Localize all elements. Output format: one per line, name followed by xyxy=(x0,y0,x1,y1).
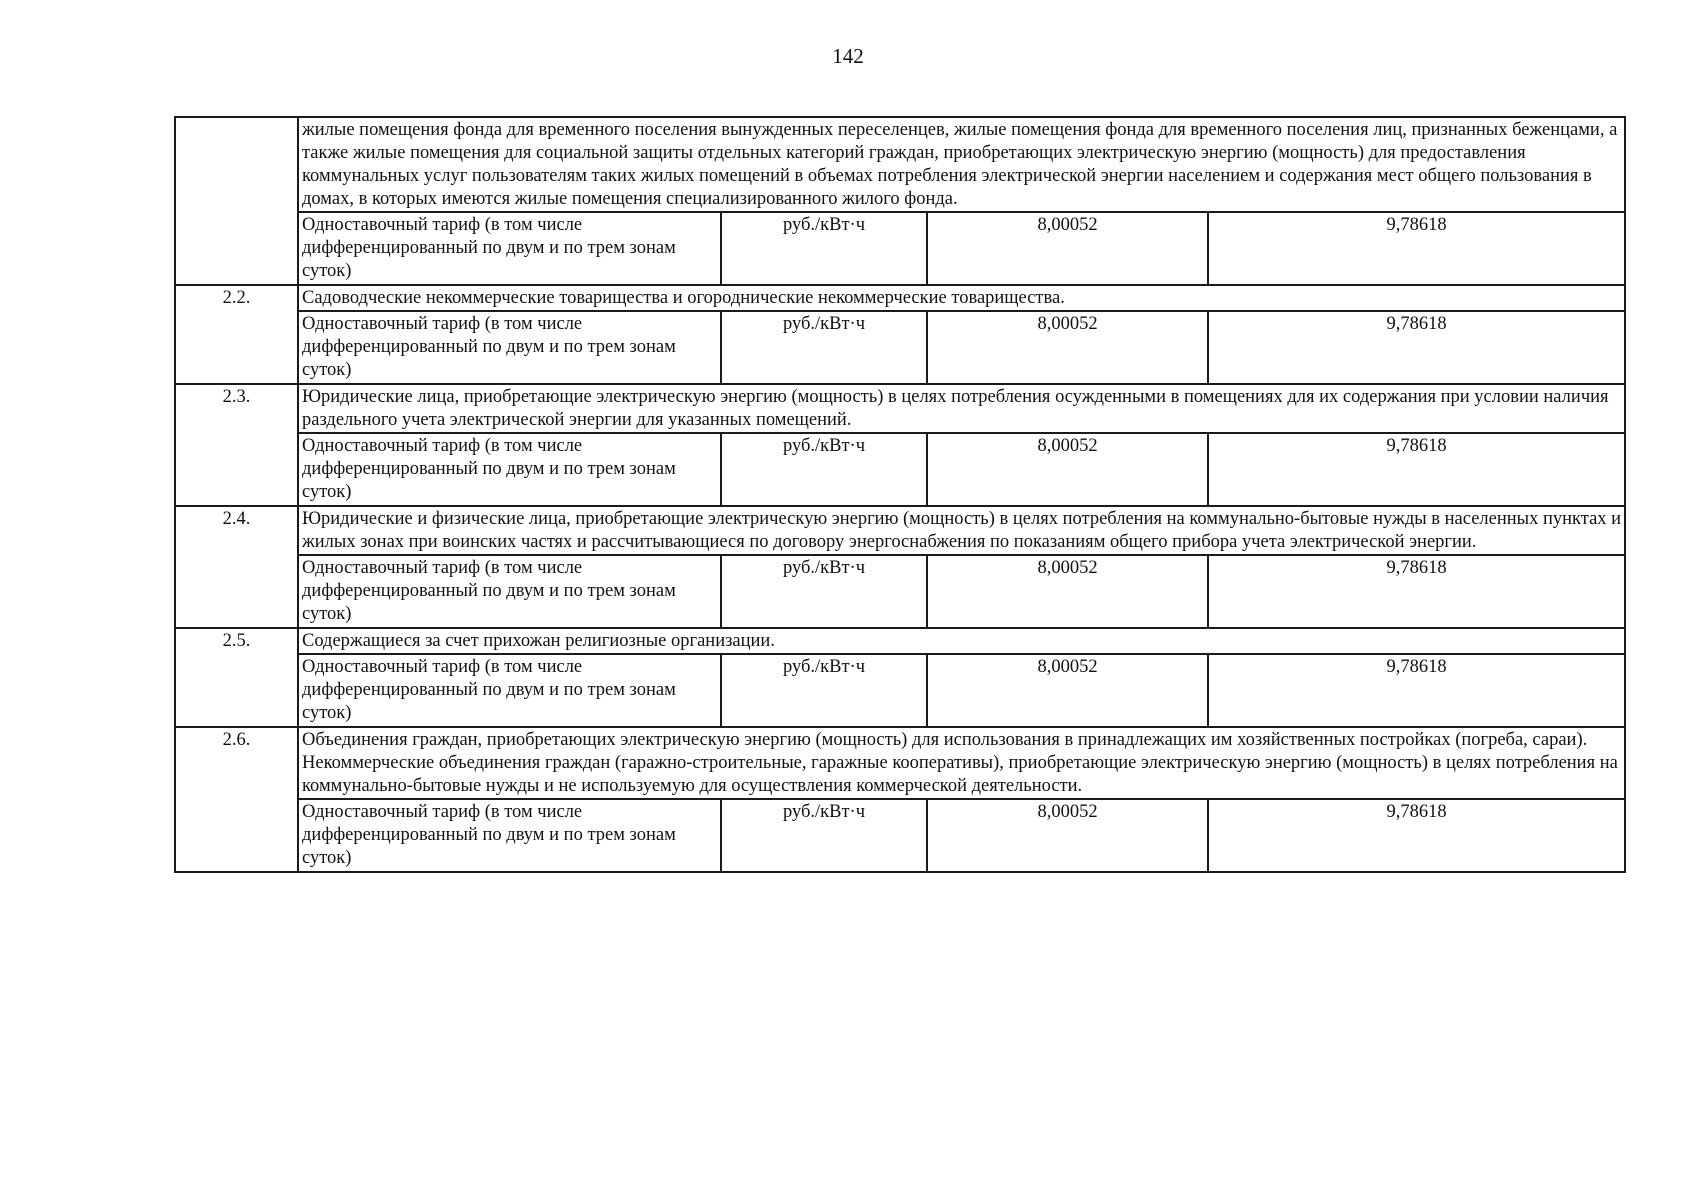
category-description xyxy=(298,285,1625,311)
tariff-unit: руб./кВт·ч xyxy=(721,799,927,872)
row-number: 2.3. xyxy=(175,384,298,506)
tariff-row xyxy=(175,311,1625,384)
tariff-unit: руб./кВт·ч xyxy=(721,654,927,727)
category-description xyxy=(298,628,1625,654)
tariff-row xyxy=(175,654,1625,727)
row-number: 2.5. xyxy=(175,628,298,727)
category-description xyxy=(298,506,1625,555)
tariff-row xyxy=(175,212,1625,285)
tariff-name: Одноставочный тариф (в том числе дифференцированный по двум и по трем зонам суток) xyxy=(298,311,721,384)
tariff-row xyxy=(175,433,1625,506)
description-line: Некоммерческие объединения граждан (гаражно-строительные, гаражные кооперативы), приобретающие электрическую энергию (мощность) в целях потребления на коммунально-бытовые нужды и не используемую для осуществления коммерческой деятельности. xyxy=(302,753,1618,796)
description-line: жилые помещения фонда для временного поселения вынужденных переселенцев, жилые помещения фонда для временного поселения лиц, признанных беженцами, а также жилые помещения для социальной защиты отдельных категорий граждан, приобретающих электрическую энергию (мощность) для предоставления коммунальных услуг пользователям таких жилых помещений в объемах потребления электрической энергии населением и содержания мест общего пользования в домах, в которых имеются жилые помещения специализированного жилого фонда. xyxy=(302,120,1618,209)
category-row xyxy=(175,285,1625,311)
category-row xyxy=(175,727,1625,799)
tariff-value-2: 9,78618 xyxy=(1208,654,1625,727)
category-description xyxy=(298,117,1625,212)
category-row xyxy=(175,384,1625,433)
tariff-name: Одноставочный тариф (в том числе дифференцированный по двум и по трем зонам суток) xyxy=(298,433,721,506)
tariff-value-1: 8,00052 xyxy=(927,433,1208,506)
tariff-unit: руб./кВт·ч xyxy=(721,433,927,506)
tariff-value-2: 9,78618 xyxy=(1208,433,1625,506)
page-number: 142 xyxy=(832,44,864,68)
row-number: 2.6. xyxy=(175,727,298,872)
tariff-unit: руб./кВт·ч xyxy=(721,212,927,285)
tariff-value-1: 8,00052 xyxy=(927,654,1208,727)
tariff-name: Одноставочный тариф (в том числе дифференцированный по двум и по трем зонам суток) xyxy=(298,799,721,872)
category-row xyxy=(175,117,1625,212)
tariff-name: Одноставочный тариф (в том числе дифференцированный по двум и по трем зонам суток) xyxy=(298,212,721,285)
category-description xyxy=(298,384,1625,433)
category-description xyxy=(298,727,1625,799)
tariff-row xyxy=(175,555,1625,628)
tariff-name: Одноставочный тариф (в том числе дифференцированный по двум и по трем зонам суток) xyxy=(298,555,721,628)
description-line: Содержащиеся за счет прихожан религиозные организации. xyxy=(302,631,775,651)
row-number xyxy=(175,117,298,285)
tariff-unit: руб./кВт·ч xyxy=(721,555,927,628)
description-line: Объединения граждан, приобретающих электрическую энергию (мощность) для использования в принадлежащих им хозяйственных постройках (погреба, сараи). xyxy=(302,730,1588,750)
tariff-name: Одноставочный тариф (в том числе дифференцированный по двум и по трем зонам суток) xyxy=(298,654,721,727)
tariff-value-1: 8,00052 xyxy=(927,799,1208,872)
description-line: Садоводческие некоммерческие товарищества и огороднические некоммерческие товарищества. xyxy=(302,288,1065,308)
tariff-value-2: 9,78618 xyxy=(1208,555,1625,628)
category-row xyxy=(175,628,1625,654)
tariff-value-1: 8,00052 xyxy=(927,311,1208,384)
category-row xyxy=(175,506,1625,555)
tariff-value-1: 8,00052 xyxy=(927,555,1208,628)
tariff-unit: руб./кВт·ч xyxy=(721,311,927,384)
tariff-value-2: 9,78618 xyxy=(1208,311,1625,384)
description-line: Юридические лица, приобретающие электрическую энергию (мощность) в целях потребления осужденными в помещениях для их содержания при условии наличия раздельного учета электрической энергии для указанных помещений. xyxy=(302,387,1609,430)
tariff-value-1: 8,00052 xyxy=(927,212,1208,285)
row-number: 2.2. xyxy=(175,285,298,384)
tariff-table xyxy=(174,116,1626,873)
description-line: Юридические и физические лица, приобретающие электрическую энергию (мощность) в целях потребления на коммунально-бытовые нужды в населенных пунктах и жилых зонах при воинских частях и рассчитывающиеся по договору энергоснабжения по показаниям общего прибора учета электрической энергии. xyxy=(302,509,1622,552)
row-number: 2.4. xyxy=(175,506,298,628)
tariff-value-2: 9,78618 xyxy=(1208,799,1625,872)
tariff-row xyxy=(175,799,1625,872)
tariff-value-2: 9,78618 xyxy=(1208,212,1625,285)
